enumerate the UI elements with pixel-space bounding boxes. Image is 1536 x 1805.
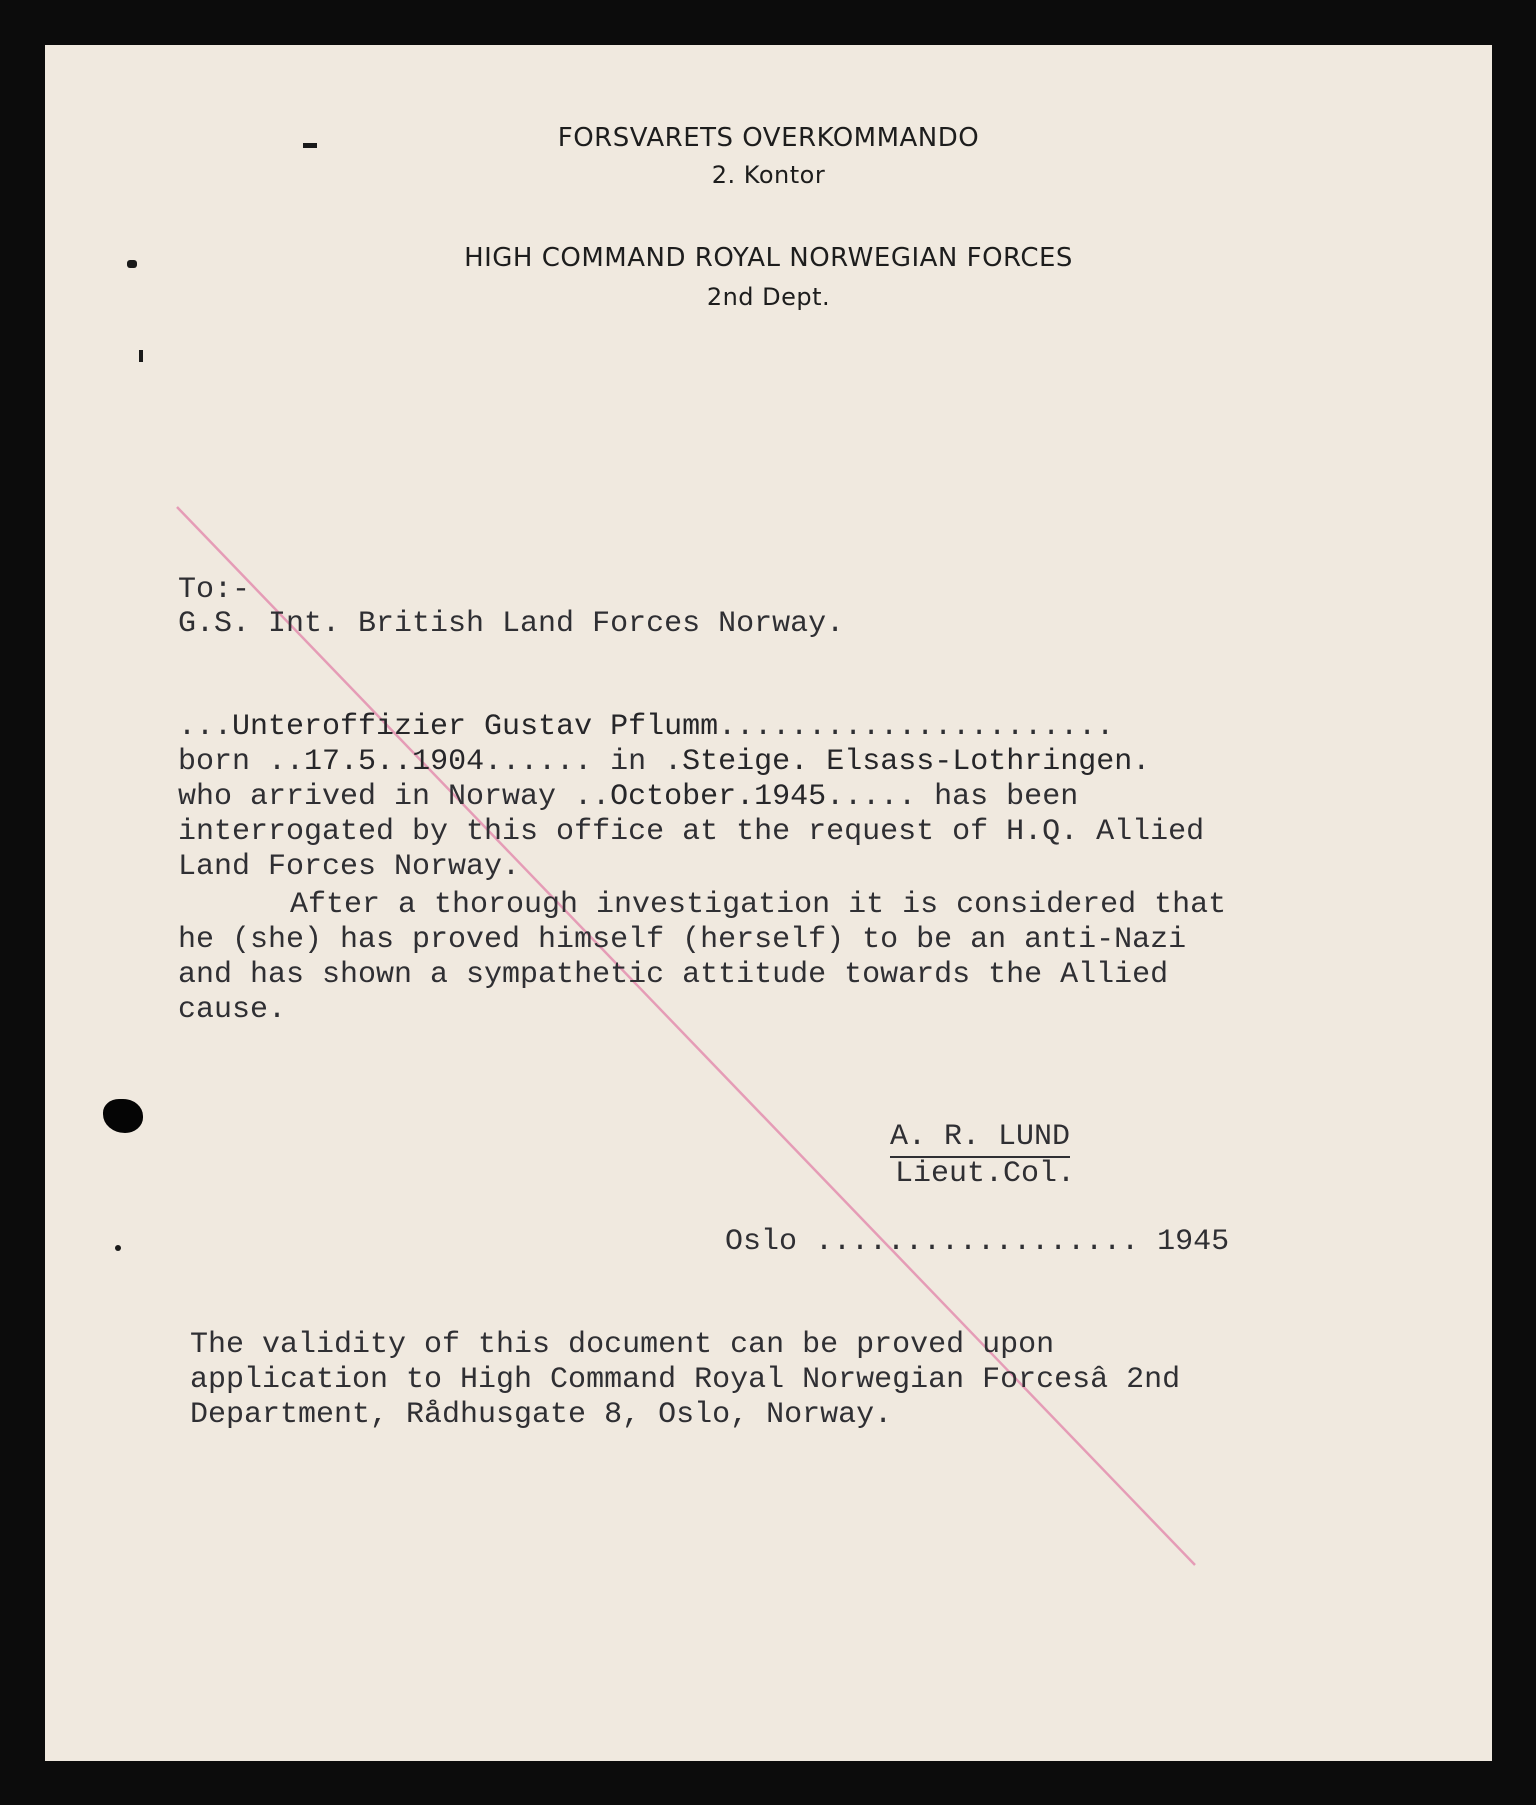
city: Oslo [725, 1225, 798, 1259]
birthplace: Steige. Elsass-Lothringen [682, 745, 1133, 779]
letterhead-line4: 2nd Dept. [706, 283, 831, 311]
body-line4: interrogated by this office at the request of H.Q. Allied [178, 815, 1205, 849]
dots: .. [574, 780, 611, 814]
para2-line3: and has shown a sympathetic attitude towards the Allied [178, 958, 1169, 992]
dots: . [664, 745, 683, 779]
arrival-date: October.1945 [610, 780, 827, 814]
margin-mark [139, 350, 143, 362]
punch-hole [103, 1099, 143, 1133]
year: 1945 [1157, 1225, 1230, 1259]
arrived-label: who arrived in Norway [178, 780, 557, 814]
dots: ... [178, 710, 233, 744]
para2-line4: cause. [178, 993, 287, 1027]
dots: .................. [815, 1225, 1140, 1259]
dots: ...................... [718, 710, 1115, 744]
signatory-name [890, 1120, 1070, 1154]
has-been: has been [934, 780, 1079, 814]
born-line [178, 745, 1150, 779]
name-line [178, 710, 1114, 744]
margin-mark [115, 1245, 121, 1251]
recipient: G.S. Int. British Land Forces Norway. [178, 607, 845, 641]
letterhead-line1: FORSVARETS OVERKOMMANDO [557, 123, 980, 153]
para2-line1: After a thorough investigation it is considered that [290, 888, 1227, 922]
signatory-rank: Lieut.Col. [895, 1157, 1076, 1191]
validity-line2: application to High Command Royal Norwegian Forcesâ 2nd [190, 1363, 1181, 1397]
validity-line1: The validity of this document can be proved upon [190, 1328, 1055, 1362]
birth-date: 17.5..1904 [304, 745, 485, 779]
dots: .. [268, 745, 305, 779]
place-date [725, 1225, 1229, 1259]
letterhead-line3: HIGH COMMAND ROYAL NORWEGIAN FORCES [464, 243, 1073, 273]
dots: . [1132, 745, 1151, 779]
validity-line3: Department, Rådhusgate 8, Oslo, Norway. [190, 1398, 893, 1432]
to-label: To:- [178, 573, 251, 607]
para2-line2: he (she) has proved himself (herself) to be an anti-Nazi [178, 923, 1187, 957]
dots: ..... [826, 780, 917, 814]
letterhead-line2: 2. Kontor [711, 161, 826, 189]
document-page [45, 45, 1492, 1761]
in-label: in [610, 745, 647, 779]
body-line5: Land Forces Norway. [178, 850, 521, 884]
arrived-line [178, 780, 1078, 814]
signatory-name-text: A. R. LUND [890, 1120, 1070, 1158]
born-label: born [178, 745, 251, 779]
person-name: Unteroffizier Gustav Pflumm [232, 710, 719, 744]
dots: ...... [484, 745, 593, 779]
